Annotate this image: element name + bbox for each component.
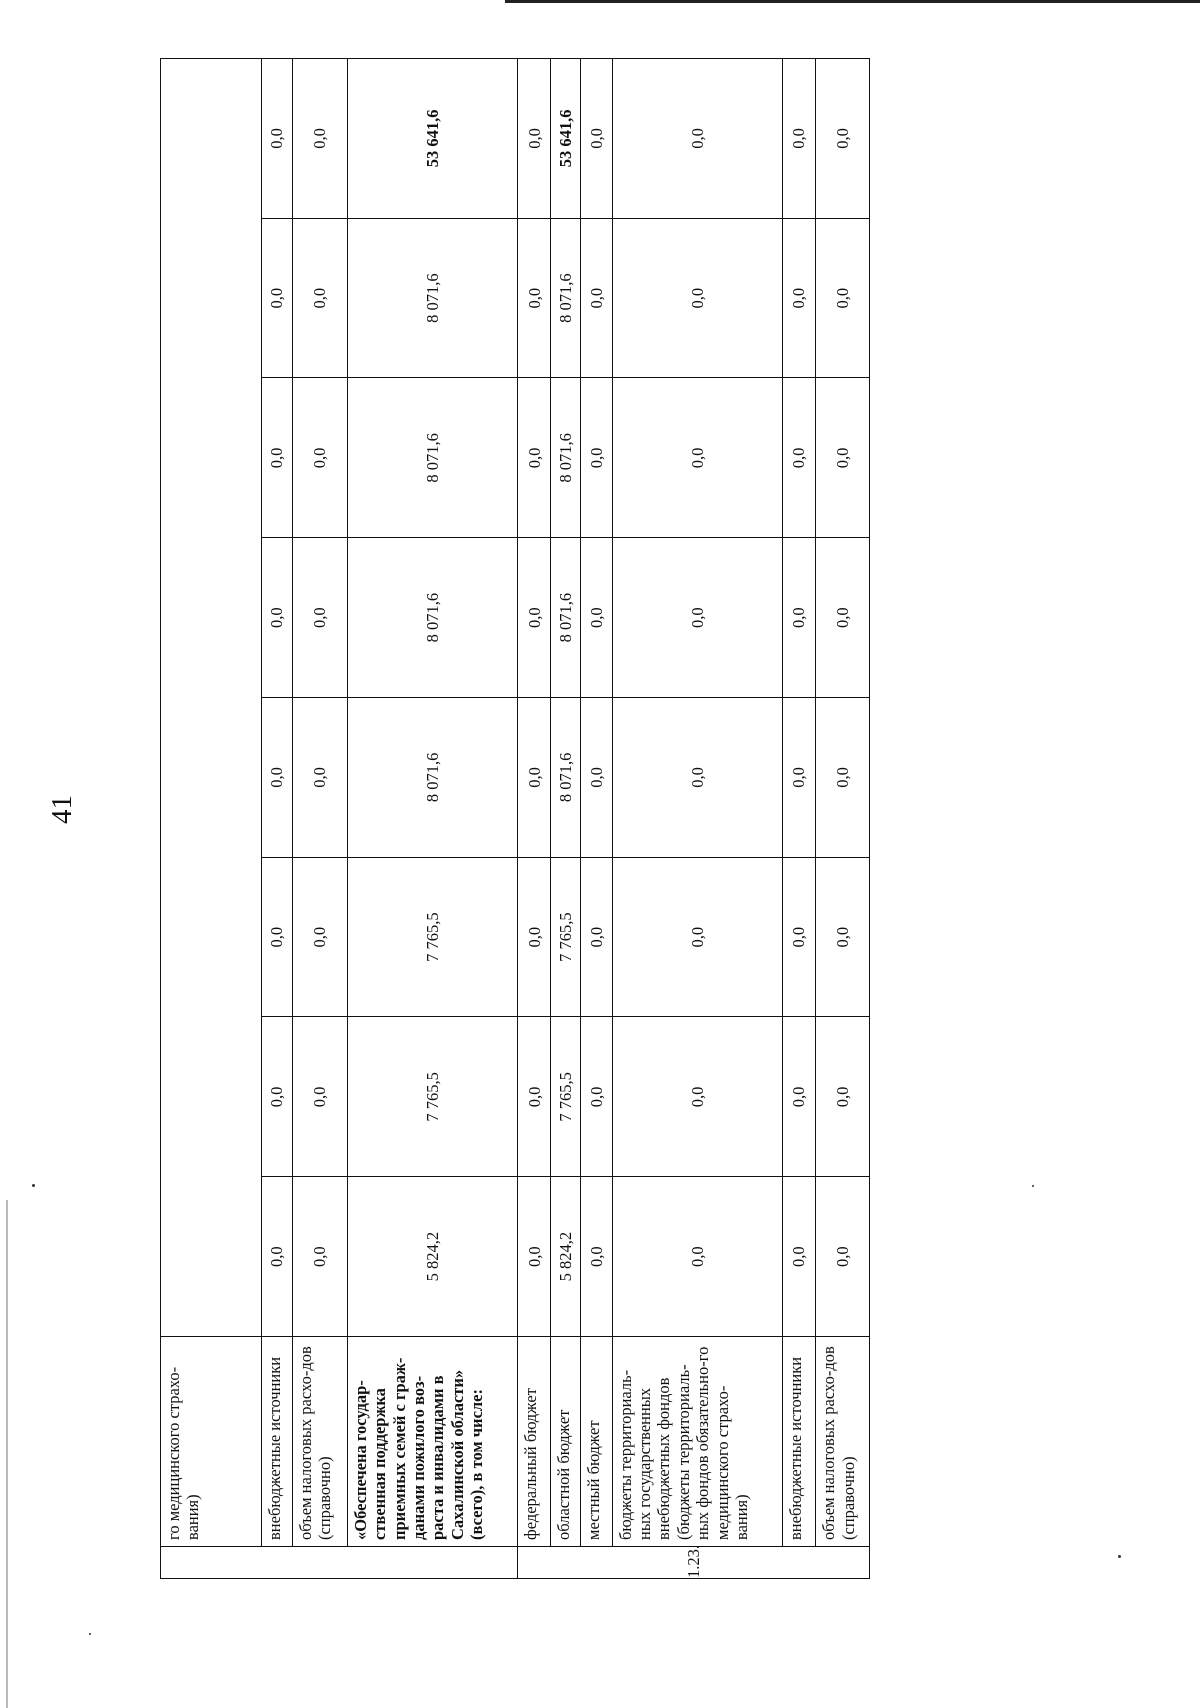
budget-table [160, 58, 870, 1579]
table-row [551, 59, 581, 1579]
table-row [518, 59, 551, 1579]
value-cell: 8 071,6 [551, 698, 581, 858]
value-cell: 0,0 [292, 378, 347, 538]
value-cell: 0,0 [518, 378, 551, 538]
value-cell: 0,0 [612, 1177, 783, 1337]
value-cell: 0,0 [783, 218, 816, 378]
value-cell: 0,0 [581, 1017, 612, 1177]
value-cell: 0,0 [783, 378, 816, 538]
value-cell: 0,0 [816, 538, 870, 698]
value-cell: 0,0 [518, 59, 551, 219]
value-cell: 0,0 [612, 538, 783, 698]
value-cell: 8 071,6 [551, 538, 581, 698]
value-cell: 0,0 [816, 378, 870, 538]
value-cell: 0,0 [783, 857, 816, 1017]
value-cell: 0,0 [816, 218, 870, 378]
row-label-total: «Обеспечена государ-ственная поддержка приемных семей с граж-данами пожилого воз-раста и инвалидами в Сахалинской области» (всего), в том числе: [347, 1337, 518, 1547]
value-cell: 0,0 [581, 538, 612, 698]
rotated-table-wrapper [160, 58, 870, 1579]
value-cell: 8 071,6 [347, 538, 518, 698]
row-number-cell [161, 1547, 518, 1579]
table-row [347, 59, 518, 1579]
value-cell: 0,0 [261, 538, 292, 698]
row-number-cell: 1.23. [518, 1547, 870, 1579]
scan-speck [89, 1633, 91, 1635]
value-cell-total: 53 641,6 [347, 59, 518, 219]
scan-speck [1032, 1185, 1034, 1187]
value-cell: 0,0 [581, 218, 612, 378]
value-cell: 8 071,6 [347, 698, 518, 858]
value-cell: 7 765,5 [551, 857, 581, 1017]
row-label: внебюджетные источники [261, 1337, 292, 1547]
value-cell: 8 071,6 [347, 218, 518, 378]
value-cell: 0,0 [816, 59, 870, 219]
row-label: внебюджетные источники [783, 1337, 816, 1547]
value-cell: 0,0 [518, 857, 551, 1017]
value-cell: 0,0 [581, 698, 612, 858]
value-cell: 0,0 [816, 698, 870, 858]
value-cell: 0,0 [292, 1017, 347, 1177]
table-row [783, 59, 816, 1579]
value-cell: 0,0 [292, 59, 347, 219]
value-cell: 0,0 [261, 378, 292, 538]
value-cell: 0,0 [261, 1177, 292, 1337]
value-cell: 0,0 [783, 698, 816, 858]
value-cell: 0,0 [581, 1177, 612, 1337]
value-cell: 5 824,2 [347, 1177, 518, 1337]
value-cell: 8 071,6 [347, 378, 518, 538]
value-cell: 0,0 [783, 1177, 816, 1337]
value-cell: 5 824,2 [551, 1177, 581, 1337]
value-cell: 0,0 [261, 59, 292, 219]
table-row [612, 59, 783, 1579]
top-rule [505, 0, 1200, 3]
table-row [161, 59, 262, 1579]
value-cell-total: 53 641,6 [551, 59, 581, 219]
continuation-cell [161, 59, 262, 1337]
value-cell: 0,0 [612, 857, 783, 1017]
value-cell: 0,0 [518, 1017, 551, 1177]
table-row [292, 59, 347, 1579]
value-cell: 0,0 [612, 1017, 783, 1177]
value-cell: 7 765,5 [347, 857, 518, 1017]
row-label: местный бюджет [581, 1337, 612, 1547]
scan-speck [1118, 1555, 1121, 1558]
value-cell: 0,0 [816, 1177, 870, 1337]
value-cell: 0,0 [261, 698, 292, 858]
table-row [581, 59, 612, 1579]
value-cell: 0,0 [612, 218, 783, 378]
row-label: федеральный бюджет [518, 1337, 551, 1547]
value-cell: 0,0 [612, 698, 783, 858]
row-label: го медицинского страхо-вания) [161, 1337, 262, 1547]
value-cell: 0,0 [783, 1017, 816, 1177]
scan-speck [32, 1184, 35, 1187]
value-cell: 0,0 [581, 59, 612, 219]
value-cell: 0,0 [816, 857, 870, 1017]
table-row [261, 59, 292, 1579]
value-cell: 0,0 [612, 378, 783, 538]
value-cell: 0,0 [292, 218, 347, 378]
row-label: бюджеты территориаль-ных государственных внебюджетных фондов (бюджеты территориаль-ных фондов обязательно-го медицинского страхо-вания) [612, 1337, 783, 1547]
value-cell: 0,0 [783, 59, 816, 219]
value-cell: 8 071,6 [551, 218, 581, 378]
row-label: объем налоговых расхо-дов (справочно) [292, 1337, 347, 1547]
left-margin-rule [6, 1200, 8, 1708]
value-cell: 0,0 [261, 1017, 292, 1177]
value-cell: 0,0 [261, 218, 292, 378]
value-cell: 0,0 [292, 538, 347, 698]
value-cell: 0,0 [292, 857, 347, 1017]
value-cell: 0,0 [518, 698, 551, 858]
table-row [816, 59, 870, 1579]
value-cell: 7 765,5 [347, 1017, 518, 1177]
value-cell: 0,0 [581, 857, 612, 1017]
value-cell: 0,0 [518, 1177, 551, 1337]
value-cell: 8 071,6 [551, 378, 581, 538]
value-cell: 0,0 [292, 1177, 347, 1337]
value-cell: 0,0 [816, 1017, 870, 1177]
value-cell: 0,0 [261, 857, 292, 1017]
value-cell: 0,0 [783, 538, 816, 698]
row-label: областной бюджет [551, 1337, 581, 1547]
value-cell: 0,0 [581, 378, 612, 538]
row-label: объем налоговых расхо-дов (справочно) [816, 1337, 870, 1547]
value-cell: 0,0 [518, 538, 551, 698]
page-number: 41 [46, 795, 78, 824]
value-cell: 0,0 [518, 218, 551, 378]
value-cell: 0,0 [612, 59, 783, 219]
value-cell: 0,0 [292, 698, 347, 858]
value-cell: 7 765,5 [551, 1017, 581, 1177]
